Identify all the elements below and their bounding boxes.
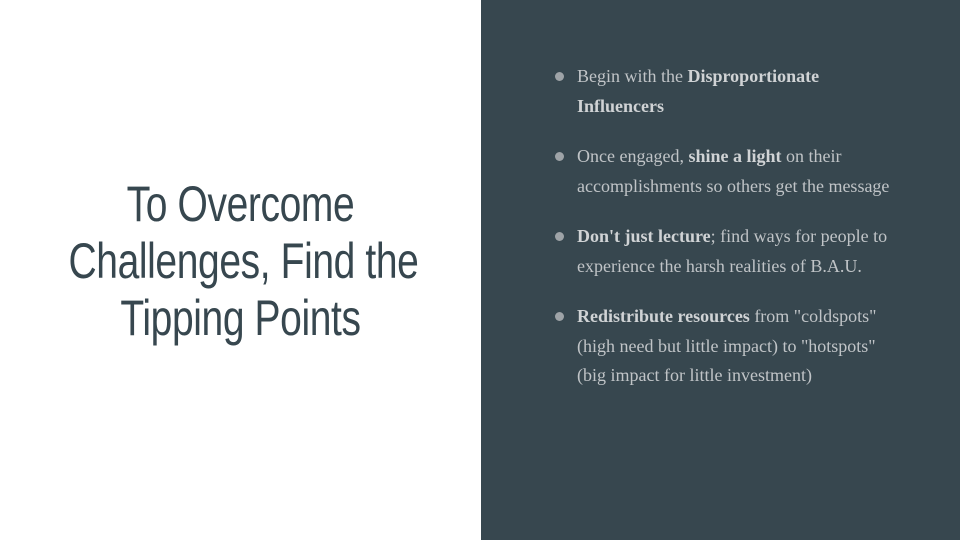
bullet-1-emphasis: Disproportionate Influencers (577, 66, 820, 116)
bullet-dot-icon (555, 232, 564, 241)
bullet-2-emphasis: shine a light (688, 146, 782, 166)
bullet-4-emphasis: Redistribute resources (577, 306, 750, 326)
content-panel (481, 0, 960, 540)
title-line-1: To Overcome (126, 176, 355, 232)
bullet-list (553, 62, 893, 412)
bullet-item-3 (553, 222, 893, 281)
bullet-2-rest: on their accomplishments so others get the message (577, 146, 890, 196)
title-line-2: Challenges, Find the (68, 233, 419, 289)
bullet-item-2 (553, 142, 893, 201)
bullet-dot-icon (555, 152, 564, 161)
bullet-1-text: Begin with the (577, 66, 688, 86)
bullet-3-rest: ; find ways for people to experience the harsh realities of B.A.U. (577, 226, 888, 276)
bullet-3-emphasis: Don't just lecture (577, 226, 711, 246)
bullet-item-4 (553, 302, 893, 391)
bullet-item-1 (553, 62, 893, 121)
bullet-4-rest: from "coldspots" (high need but little impact) to "hotspots" (big impact for little investment) (577, 306, 877, 385)
bullet-dot-icon (555, 72, 564, 81)
bullet-dot-icon (555, 312, 564, 321)
bullet-2-text: Once engaged, (577, 146, 689, 166)
title-line-3: Tipping Points (120, 290, 361, 346)
slide-title (68, 176, 419, 347)
